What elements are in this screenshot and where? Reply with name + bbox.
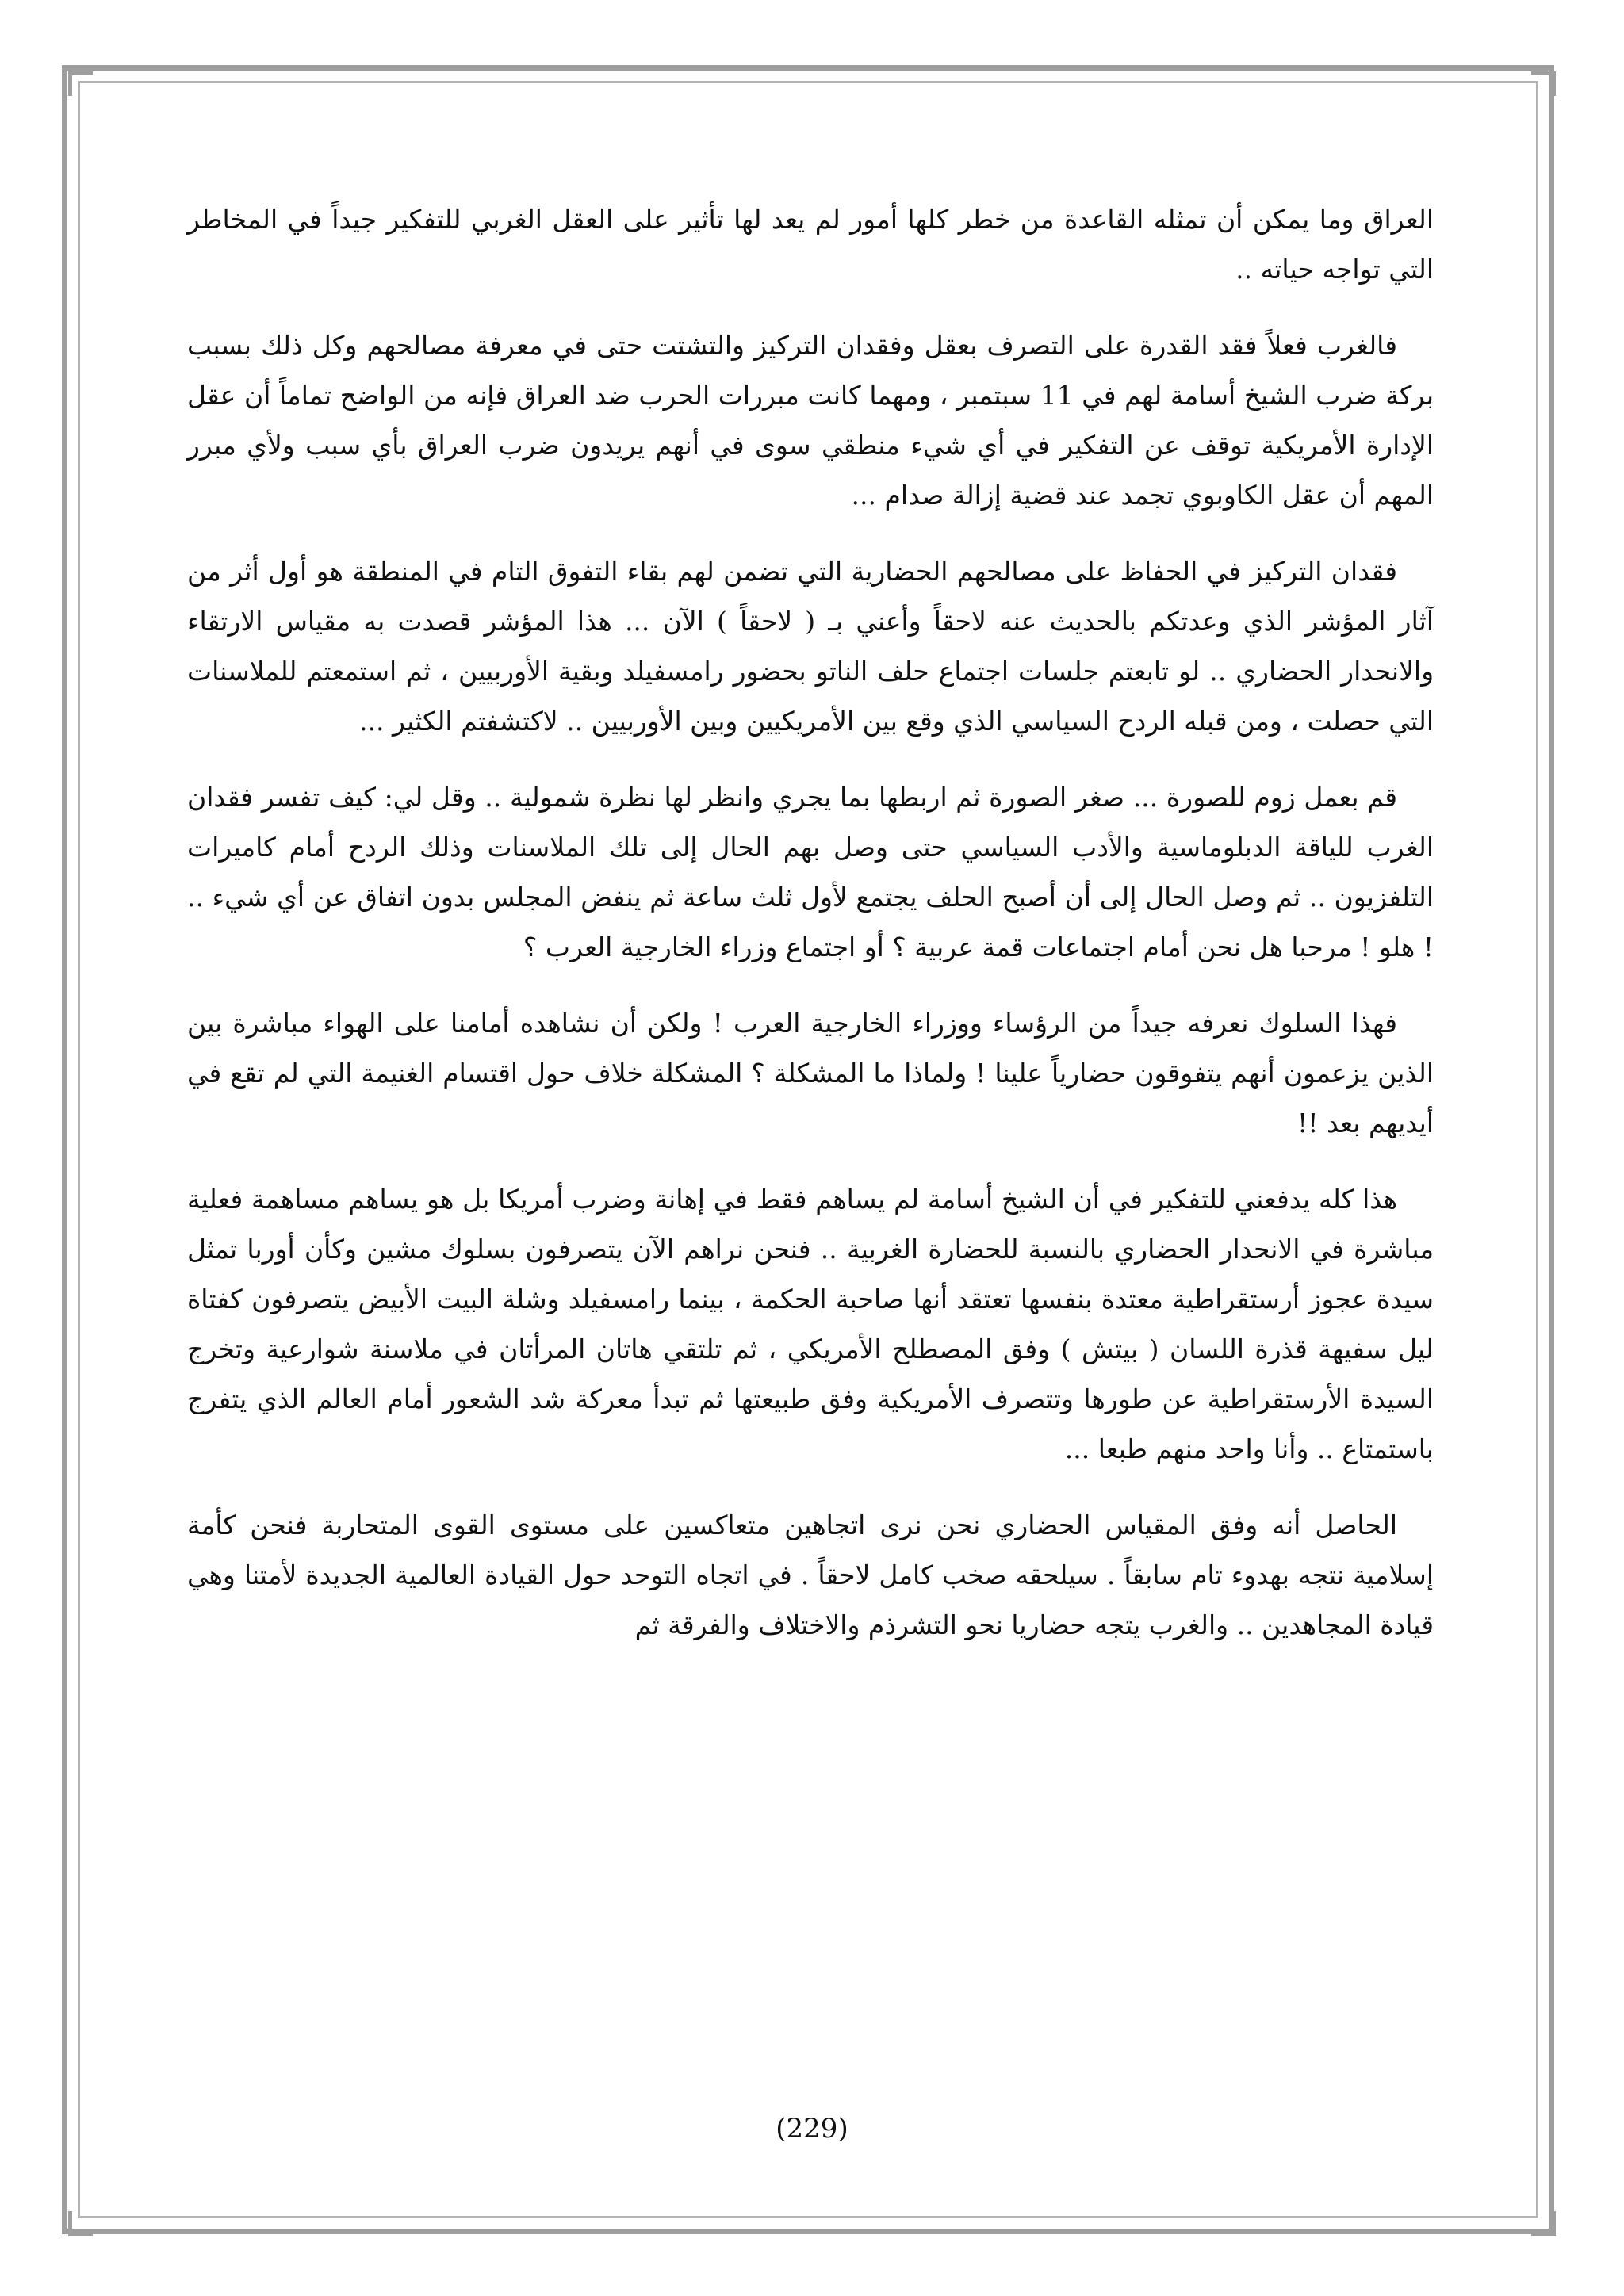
frame-corner-ornament [1531,2211,1556,2236]
paragraph-1: العراق وما يمكن أن تمثله القاعدة من خطر كلها أمور لم يعد لها تأثير على العقل الغربي للتفكير جيداً في المخاطر التي تواجه حياته .. [187,204,1434,285]
paragraph-6: هذا كله يدفعني للتفكير في أن الشيخ أسامة لم يساهم فقط في إهانة وضرب أمريكا بل هو يساهم مساهمة فعلية مباشرة في الانحدار الحضاري بالنسبة للحضارة الغربية .. فنحن نراهم الآن يتصرفون بسلوك مشين وكأن أوربا تمثل سيدة عجوز أرستقراطية معتدة بنفسها تعتقد أنها صاحبة الحكمة ، بينما رامسفيلد وشلة البيت الأبيض يتصرفون كفتاة ليل سفيهة قذرة اللسان ( بيتش ) وفق المصطلح الأمريكي ، ثم تلتقي هاتان المرأتان في ملاسنة شوارعية وتخرج السيدة الأرستقراطية عن طورها وتتصرف الأمريكية وفق طبيعتها ثم تبدأ معركة شد الشعور أمام العالم الذي يتفرج باستمتاع .. وأنا واحد منهم طبعا ... [187,1184,1434,1464]
page-number: (229) [776,2113,848,2145]
paragraph-2: فالغرب فعلاً فقد القدرة على التصرف بعقل وفقدان التركيز والتشتت حتى في معرفة مصالحهم وكل ذلك بسبب بركة ضرب الشيخ أسامة لهم في 11 سبتمبر ، ومهما كانت مبررات الحرب ضد العراق فإنه من الواضح تماماً أن عقل الإدارة الأمريكية توقف عن التفكير في أي شيء منطقي سوى في أنهم يريدون ضرب العراق بأي سبب ولأي مبرر المهم أن عقل الكاوبوي تجمد عند قضية إزالة صدام ... [187,330,1434,511]
paragraph-4: قم بعمل زوم للصورة ... صغر الصورة ثم اربطها بما يجري وانظر لها نظرة شمولية .. وقل لي: كيف تفسر فقدان الغرب للياقة الدبلوماسية والأدب السياسي حتى وصل بهم الحال إلى تلك الملاسنات وذلك الردح أمام كاميرات التلفزيون .. ثم وصل الحال إلى أن أصبح الحلف يجتمع لأول ثلث ساعة ثم ينفض المجلس بدون اتفاق عن أي شيء .. ! هلو ! مرحبا هل نحن أمام اجتماعات قمة عربية ؟ أو اجتماع وزراء الخارجية العرب ؟ [187,782,1434,962]
frame-corner-ornament [68,2211,93,2236]
paragraph-7: الحاصل أنه وفق المقياس الحضاري نحن نرى اتجاهين متعاكسين على مستوى القوى المتحاربة فنحن كأمة إسلامية نتجه بهدوء تام سابقاً . سيلحقه صخب كامل لاحقاً . في اتجاه التوحد حول القيادة العالمية الجديدة لأمتنا وهي قيادة المجاهدين .. والغرب يتجه حضاريا نحو التشرذم والاختلاف والفرقة ثم [187,1510,1434,1640]
paragraph-5: فهذا السلوك نعرفه جيداً من الرؤساء ووزراء الخارجية العرب ! ولكن أن نشاهده أمامنا على الهواء مباشرة بين الذين يزعمون أنهم يتفوقون حضارياً علينا ! ولماذا ما المشكلة ؟ المشكلة خلاف حول اقتسام الغنيمة التي لم تقع في أيديهم بعد !! [187,1008,1434,1138]
paragraph-3: فقدان التركيز في الحفاظ على مصالحهم الحضارية التي تضمن لهم بقاء التفوق التام في المنطقة هو أول أثر من آثار المؤشر الذي وعدتكم بالحديث عنه لاحقاً وأعني بـ ( لاحقاً ) الآن ... هذا المؤشر قصدت به مقياس الارتقاء والانحدار الحضاري .. لو تابعتم جلسات اجتماع حلف الناتو بحضور رامسفيلد وبقية الأوربيين ، ثم استمعتم للملاسنات التي حصلت ، ومن قبله الردح السياسي الذي وقع بين الأمريكيين وبين الأوربيين .. لاكتشفتم الكثير ... [187,556,1434,737]
frame-corner-ornament [68,71,93,96]
frame-corner-ornament [1531,71,1556,96]
page-body [187,194,1434,1676]
